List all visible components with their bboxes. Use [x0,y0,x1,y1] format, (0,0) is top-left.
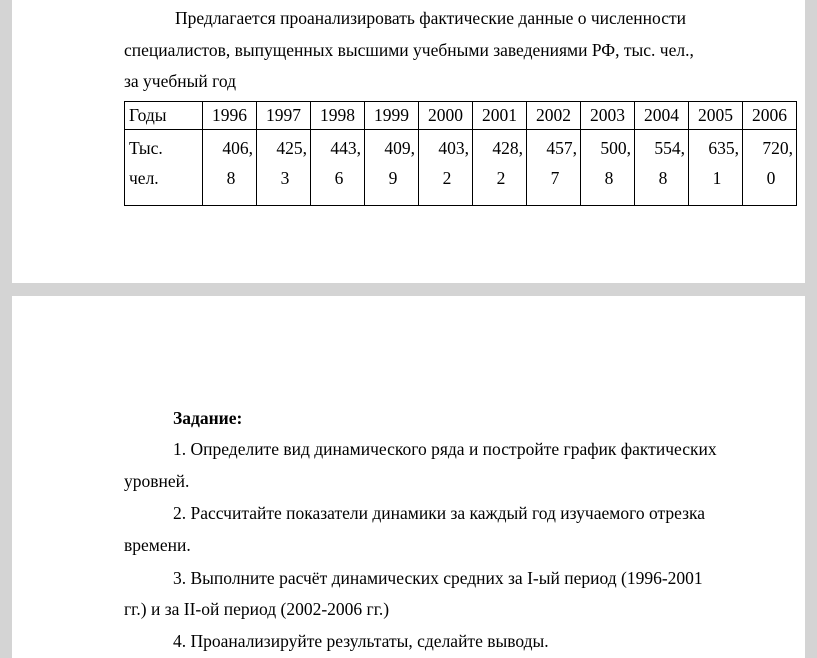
table-cell-value [743,130,797,206]
document-page-1 [12,0,805,283]
table-cell-value [635,130,689,206]
table-cell-value [419,130,473,206]
table-cell-label-years: Годы [125,102,203,130]
value-part-1: 403, [438,138,469,158]
table-cell-value [581,130,635,206]
value-part-1: 443, [330,138,361,158]
task-item-2-line-2: времени. [124,535,191,555]
value-part-2: 9 [388,168,398,188]
table-cell-value [311,130,365,206]
value-part-1: 500, [600,138,631,158]
intro-line-1: Предлагается проанализировать фактические данные о численности [175,8,686,28]
task-item-3-line-2: гг.) и за II-ой период (2002-2006 гг.) [124,599,390,619]
table-cell-value [365,130,419,206]
graduates-table [124,101,797,206]
value-part-2: 7 [550,168,560,188]
table-cell-year: 1996 [203,102,257,130]
intro-line-3: за учебный год [124,71,237,91]
value-part-2: 8 [658,168,668,188]
value-part-2: 6 [334,168,344,188]
table-cell-year: 2004 [635,102,689,130]
value-part-2: 8 [604,168,614,188]
value-part-1: 635, [708,138,739,158]
table-cell-year: 1999 [365,102,419,130]
table-cell-year: 2006 [743,102,797,130]
table-cell-year: 2005 [689,102,743,130]
table-cell-value [203,130,257,206]
table-cell-year: 1998 [311,102,365,130]
value-part-1: 428, [492,138,523,158]
value-part-1: 457, [546,138,577,158]
value-part-2: 0 [766,168,776,188]
table-row-years [125,102,797,130]
table-cell-year: 2001 [473,102,527,130]
table-cell-year: 2002 [527,102,581,130]
task-item-1-line-1: 1. Определите вид динамического ряда и постройте график фактических [173,439,717,459]
table-row-values [125,130,797,206]
task-item-3-line-1: 3. Выполните расчёт динамических средних за I-ый период (1996-2001 [173,568,703,588]
table-cell-value [257,130,311,206]
document-page-2 [12,296,805,658]
value-part-1: 720, [762,138,793,158]
table-cell-year: 2003 [581,102,635,130]
value-part-2: 1 [712,168,722,188]
value-part-2: 2 [496,168,506,188]
task-item-2-line-1: 2. Рассчитайте показатели динамики за каждый год изучаемого отрезка [173,503,705,523]
table-cell-label-thousands [125,130,203,206]
label-line-2: чел. [129,168,159,188]
value-part-1: 425, [276,138,307,158]
value-part-1: 554, [654,138,685,158]
table-cell-value [527,130,581,206]
value-part-2: 2 [442,168,452,188]
table-cell-year: 1997 [257,102,311,130]
value-part-2: 8 [226,168,236,188]
value-part-2: 3 [280,168,290,188]
label-line-1: Тыс. [129,138,163,158]
table-cell-value [689,130,743,206]
task-item-4-line-1: 4. Проанализируйте результаты, сделайте выводы. [173,631,549,651]
table-cell-year: 2000 [419,102,473,130]
task-heading: Задание: [173,408,243,428]
intro-line-2: специалистов, выпущенных высшими учебными заведениями РФ, тыс. чел., [124,40,694,60]
task-item-1-line-2: уровней. [124,471,190,491]
value-part-1: 409, [384,138,415,158]
value-part-1: 406, [222,138,253,158]
table-cell-value [473,130,527,206]
